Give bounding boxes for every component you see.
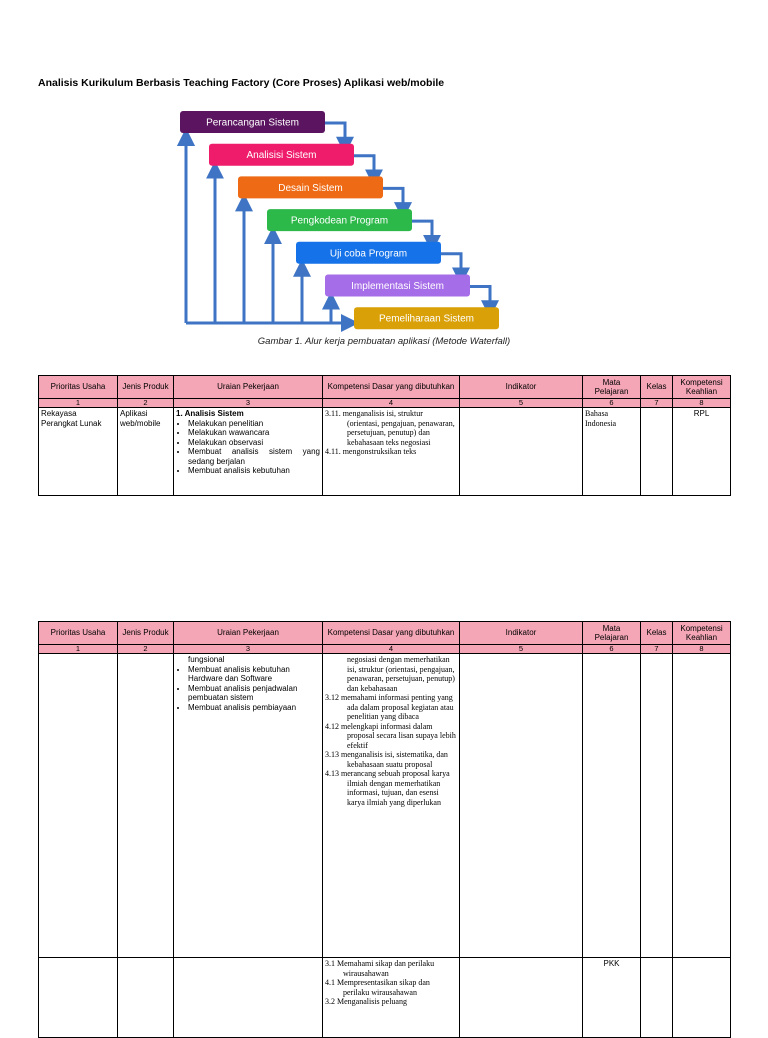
curriculum-table-1 xyxy=(38,375,731,496)
header-uraian: Uraian Pekerjaan xyxy=(174,376,323,399)
cell-jenis xyxy=(118,654,174,958)
col-num: 1 xyxy=(39,399,118,408)
list-item: • Membuat analisis kebutuhan xyxy=(188,466,320,476)
cell-mapel xyxy=(583,654,641,958)
step-label: Implementasi Sistem xyxy=(351,281,444,292)
cell-prioritas: Rekayasa Perangkat Lunak xyxy=(39,408,118,496)
figure-caption: Gambar 1. Alur kerja pembuatan aplikasi (Metode Waterfall) xyxy=(257,336,511,347)
uraian-list xyxy=(176,665,320,713)
step-label: Pengkodean Program xyxy=(290,215,389,227)
flow-arrow xyxy=(354,156,374,179)
kd-item: 3.2 Menganalisis peluang xyxy=(325,997,407,1006)
cell-prioritas xyxy=(39,958,118,1038)
cell-jenis: Aplikasi web/mobile xyxy=(118,408,174,496)
col-num: 3 xyxy=(174,645,323,654)
step-label: Analisisi Sistem xyxy=(246,150,317,162)
header-keahlian: Kompetensi Keahlian xyxy=(673,376,731,399)
kd-item: 3.1 Memahami sikap dan perilaku wirausahawan xyxy=(325,959,435,978)
cell-keahlian: RPL xyxy=(673,408,731,496)
cell-keahlian xyxy=(673,958,731,1038)
cell-indikator xyxy=(460,958,583,1038)
cell-mapel: Bahasa Indonesia xyxy=(583,408,641,496)
uraian-heading: 1. Analisis Sistem xyxy=(176,409,244,418)
cell-kelas xyxy=(641,408,673,496)
waterfall-step xyxy=(325,275,470,297)
cell-mapel: PKK xyxy=(583,958,641,1038)
col-num: 4 xyxy=(323,645,460,654)
header-kelas: Kelas xyxy=(641,376,673,399)
flow-arrow xyxy=(383,188,403,211)
cell-kelas xyxy=(641,654,673,958)
cell-jenis xyxy=(118,958,174,1038)
col-num: 4 xyxy=(323,399,460,408)
header-indikator: Indikator xyxy=(460,622,583,645)
waterfall-diagram xyxy=(0,0,768,340)
cell-prioritas xyxy=(39,654,118,958)
kd-item: 3.12 memahami informasi penting yang ada dalam proposal kegiatan atau penelitian yang dibaca xyxy=(325,693,454,721)
table-header-row xyxy=(39,376,731,399)
col-num: 2 xyxy=(118,645,174,654)
document-title: Analisis Kurikulum Berbasis Teaching Factory (Core Proses) Aplikasi web/mobile xyxy=(38,77,445,89)
cell-keahlian xyxy=(673,654,731,958)
header-prioritas: Prioritas Usaha xyxy=(39,376,118,399)
cell-kd xyxy=(323,958,460,1038)
col-num: 2 xyxy=(118,399,174,408)
kd-item: 3.13 menganalisis isi, sistematika, dan kebahasaan suatu proposal xyxy=(325,750,448,769)
header-jenis: Jenis Produk xyxy=(118,622,174,645)
table-row xyxy=(39,408,731,496)
col-num: 3 xyxy=(174,399,323,408)
list-item: • Membuat analisis sistem yang sedang berjalan xyxy=(188,447,320,466)
uraian-list xyxy=(176,419,320,476)
waterfall-step xyxy=(180,111,325,133)
curriculum-table-2 xyxy=(38,621,731,1038)
step-label: Perancangan Sistem xyxy=(206,117,299,129)
col-num: 1 xyxy=(39,645,118,654)
list-item: • Melakukan penelitian xyxy=(188,419,320,429)
cell-indikator xyxy=(460,408,583,496)
col-num: 6 xyxy=(583,645,641,654)
header-keahlian: Kompetensi Keahlian xyxy=(673,622,731,645)
kd-item: 4.11. mengonstruksikan teks xyxy=(325,447,417,456)
header-kd: Kompetensi Dasar yang dibutuhkan xyxy=(323,622,460,645)
kd-item: 4.1 Mempresentasikan sikap dan perilaku wirausahawan xyxy=(325,978,430,997)
uraian-continuation: fungsional xyxy=(188,655,225,664)
waterfall-step xyxy=(209,144,354,166)
cell-indikator xyxy=(460,654,583,958)
table-number-row xyxy=(39,645,731,654)
flow-arrow xyxy=(412,221,432,244)
list-item: • Membuat analisis kebutuhan Hardware dan Software xyxy=(188,665,320,684)
flow-arrow xyxy=(441,254,461,277)
col-num: 8 xyxy=(673,399,731,408)
kd-item: 4.13 merancang sebuah proposal karya ilmiah dengan memerhatikan informasi, tujuan, dan esensi karya ilmiah yang diperlukan xyxy=(325,769,450,807)
col-num: 5 xyxy=(460,645,583,654)
waterfall-step xyxy=(238,176,383,198)
kd-item: 3.11. menganalisis isi, struktur (orientasi, pengajuan, penawaran, persetujuan, penutup) dan kebahasaan teks negosiasi xyxy=(325,409,455,447)
list-item: • Melakukan observasi xyxy=(188,438,320,448)
cell-kd xyxy=(323,408,460,496)
table-header-row xyxy=(39,622,731,645)
col-num: 7 xyxy=(641,645,673,654)
col-num: 5 xyxy=(460,399,583,408)
header-prioritas: Prioritas Usaha xyxy=(39,622,118,645)
col-num: 6 xyxy=(583,399,641,408)
waterfall-step xyxy=(296,242,441,264)
header-jenis: Jenis Produk xyxy=(118,376,174,399)
table-number-row xyxy=(39,399,731,408)
cell-uraian xyxy=(174,654,323,958)
waterfall-step xyxy=(267,209,412,231)
cell-uraian xyxy=(174,958,323,1038)
list-item: • Membuat analisis pembiayaan xyxy=(188,703,320,713)
header-kd: Kompetensi Dasar yang dibutuhkan xyxy=(323,376,460,399)
waterfall-steps xyxy=(180,111,499,329)
kd-item: 4.12 melengkapi informasi dalam proposal secara lisan supaya lebih efektif xyxy=(325,721,456,750)
step-label: Desain Sistem xyxy=(278,182,343,194)
col-num: 8 xyxy=(673,645,731,654)
cell-kd xyxy=(323,654,460,958)
header-indikator: Indikator xyxy=(460,376,583,399)
flow-arrow xyxy=(325,123,345,146)
step-label: Pemeliharaan Sistem xyxy=(378,313,475,325)
flow-arrow xyxy=(470,287,490,310)
header-mapel: Mata Pelajaran xyxy=(583,622,641,645)
col-num: 7 xyxy=(641,399,673,408)
table-row xyxy=(39,654,731,958)
cell-kelas xyxy=(641,958,673,1038)
header-uraian: Uraian Pekerjaan xyxy=(174,622,323,645)
cell-uraian xyxy=(174,408,323,496)
header-kelas: Kelas xyxy=(641,622,673,645)
kd-continuation: negosiasi dengan memerhatikan isi, struktur (orientasi, pengajuan, penawaran, persetujuan, penutup) dan kebahasaan xyxy=(347,655,455,693)
list-item: • Melakukan wawancara xyxy=(188,428,320,438)
header-mapel: Mata Pelajaran xyxy=(583,376,641,399)
waterfall-step xyxy=(354,307,499,329)
step-label: Uji coba Program xyxy=(329,248,408,260)
list-item: • Membuat analisis penjadwalan pembuatan sistem xyxy=(188,684,320,703)
table-row xyxy=(39,958,731,1038)
